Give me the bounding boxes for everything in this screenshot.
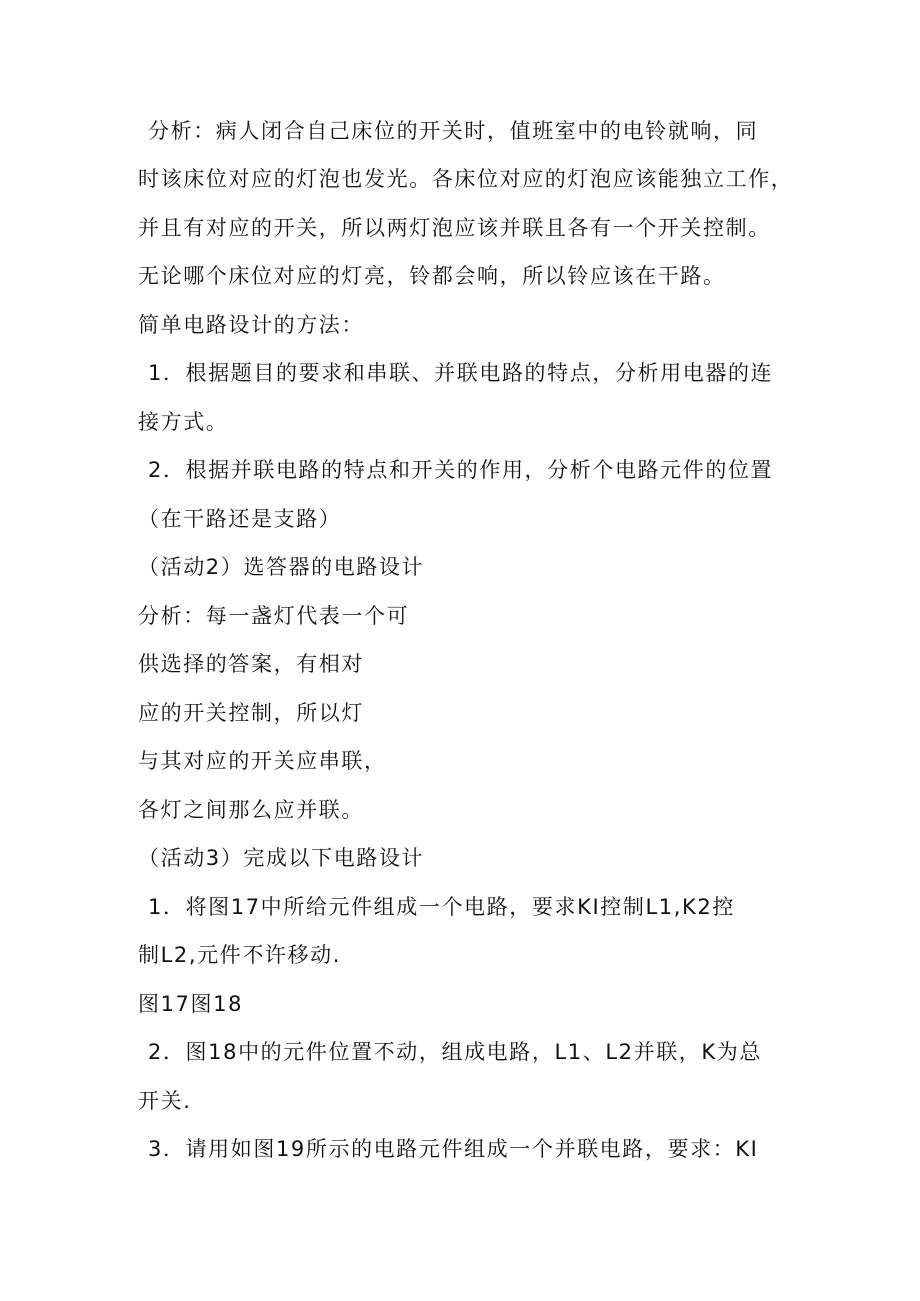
analysis-paragraph-line-2: 时该床位对应的灯泡也发光。各床位对应的灯泡应该能独立工作， [138, 167, 794, 191]
activity-2-analysis-line-2: 供选择的答案，有相对 [138, 652, 364, 676]
method-step-2-line-1: 2．根据并联电路的特点和开关的作用，分析个电路元件的位置 [148, 458, 774, 482]
activity-2-analysis-line-3: 应的开关控制，所以灯 [138, 701, 364, 725]
method-step-2-line-2: （在干路还是支路） [138, 507, 342, 531]
activity-3-task-1-line-2: 制L2,元件不许移动. [138, 943, 342, 967]
method-step-1-line-1: 1．根据题目的要求和串联、并联电路的特点，分析用电器的连 [148, 361, 774, 385]
activity-2-analysis-line-1: 分析：每一盏灯代表一个可 [138, 604, 410, 628]
activity-3-task-2-line-2: 开关. [138, 1089, 192, 1113]
activity-3-task-1-line-1: 1．将图17中所给元件组成一个电路，要求KI控制L1,K2控 [148, 895, 735, 919]
activity-2-heading: （活动2）选答器的电路设计 [138, 555, 425, 579]
activity-2-analysis-line-4: 与其对应的开关应串联， [138, 749, 387, 773]
analysis-paragraph-line-1: 分析：病人闭合自己床位的开关时，值班室中的电铃就响，同 [148, 119, 759, 143]
analysis-paragraph-line-3: 并且有对应的开关，所以两灯泡应该并联且各有一个开关控制。 [138, 216, 771, 240]
method-heading: 简单电路设计的方法： [138, 313, 364, 337]
method-step-1-line-2: 接方式。 [138, 410, 229, 434]
activity-2-analysis-line-5: 各灯之间那么应并联。 [138, 798, 364, 822]
activity-3-task-2-line-1: 2．图18中的元件位置不动，组成电路，L1、L2并联，K为总 [148, 1040, 762, 1064]
figure-reference-line: 图17图18 [138, 992, 244, 1016]
activity-3-heading: （活动3）完成以下电路设计 [138, 846, 425, 870]
analysis-paragraph-line-4: 无论哪个床位对应的灯亮，铃都会响，所以铃应该在干路。 [138, 264, 726, 288]
activity-3-task-3-line-1: 3．请用如图19所示的电路元件组成一个并联电路，要求：KI [148, 1137, 759, 1161]
